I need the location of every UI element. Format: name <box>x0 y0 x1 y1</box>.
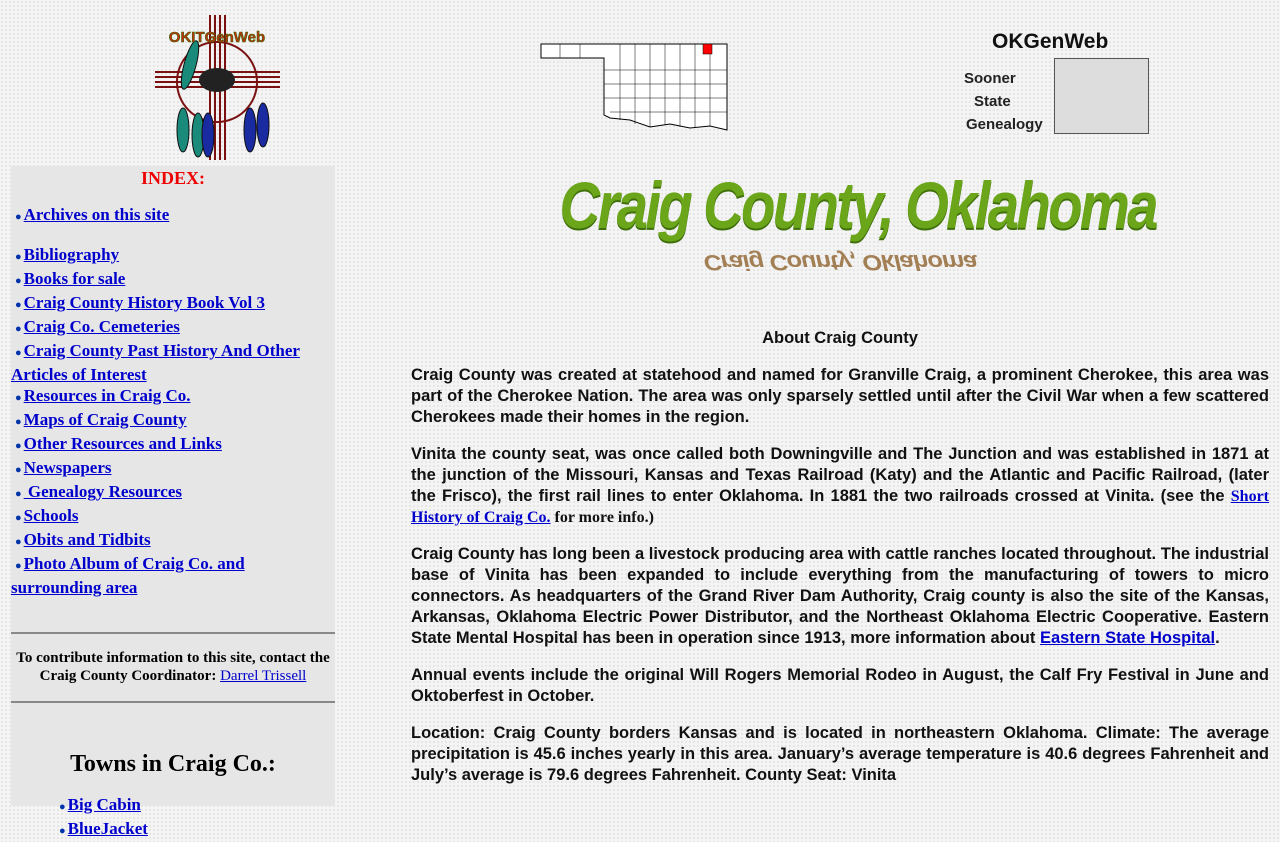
sidebar-index <box>11 166 335 838</box>
banner-reflection: Craig County, Oklahoma <box>703 250 977 275</box>
bullet-icon: ● <box>15 251 22 263</box>
coordinator-link[interactable]: Darrel Trissell <box>220 668 307 684</box>
sidebar-link[interactable]: Maps of Craig County <box>23 410 187 429</box>
sidebar-link[interactable]: Schools <box>23 506 79 525</box>
sidebar-link[interactable]: Craig County Past History And Other Articles of Interest <box>11 341 300 384</box>
sidebar-link[interactable]: Craig County History Book Vol 3 <box>23 293 265 312</box>
divider <box>11 701 335 703</box>
logo-line: Genealogy <box>966 116 1043 133</box>
paragraph: Vinita the county seat, was once called both Downingville and The Junction and was established in 1871 at the junction of the Missouri, Kansas and Texas Railroad (Katy) and the Atlantic and Pacific Railroad, (later the Frisco), the first rail lines to enter Oklahoma. In 1881 the two railroads crossed at Vinita. (see the Short History of Craig Co. for more info.) <box>411 445 1269 526</box>
okgenweb-title: OKGenWeb <box>992 30 1109 53</box>
banner-title: Craig County, Oklahoma <box>559 168 1156 242</box>
main-content <box>411 328 1269 802</box>
section-heading: About Craig County <box>762 329 918 347</box>
paragraph: Craig County has long been a livestock producing area with cattle ranches located throughout. The industrial base of Vinita has been expanded to include everything from the manufacturing of towers to micro connectors. As headquarters of the Grand River Dam Authority, Craig county is also the site of the Kansas, Arkansas, Oklahoma Electric Power Distributor, and the Northeast Oklahoma Electric Cooperative. Eastern State Mental Hospital has been in operation since 1913, more information about Eastern State Hospital. <box>411 545 1269 647</box>
sidebar-link[interactable]: Obits and Tidbits <box>23 530 151 549</box>
towns-list <box>55 794 335 842</box>
sidebar-link-archives[interactable]: Archives on this site <box>23 205 170 224</box>
sidebar-link[interactable]: Resources in Craig Co. <box>23 386 191 405</box>
sidebar-link[interactable]: Other Resources and Links <box>23 434 222 453</box>
county-title-banner <box>510 168 1170 280</box>
logo-line: Sooner <box>964 70 1016 87</box>
bullet-icon: ● <box>15 536 22 548</box>
town-link[interactable]: BlueJacket <box>67 819 148 838</box>
okgenweb-logo[interactable] <box>962 30 1152 135</box>
bullet-icon: ● <box>15 299 22 311</box>
towns-heading: Towns in Craig Co.: <box>70 751 276 777</box>
paragraph: Craig County was created at statehood and named for Granville Craig, a prominent Cherokee, this area was part of the Cherokee Nation. The area was only sparsely settled until after the Civil War when a few scattered Cherokees made their homes in the region. <box>411 366 1269 426</box>
sidebar-link[interactable]: Newspapers <box>23 458 112 477</box>
sidebar-link[interactable]: Bibliography <box>23 245 120 264</box>
eastern-state-hospital-link[interactable]: Eastern State Hospital <box>1039 629 1216 647</box>
paragraph: Location: Craig County borders Kansas and is located in northeastern Oklahoma. Climate: The average precipitation is 45.6 inches yearly in this area. January’s average temperature is 40.6 degrees Fahrenheit and July’s average is 79.6 degrees Fahrenheit. County Seat: Vinita <box>411 724 1269 784</box>
short-history-link[interactable]: Short History of Craig Co. <box>411 488 1269 526</box>
bullet-icon: ● <box>15 512 22 524</box>
bullet-icon: ● <box>15 488 22 500</box>
bullet-icon: ● <box>59 801 66 813</box>
bullet-icon: ● <box>15 275 22 287</box>
bullet-icon: ● <box>59 825 66 837</box>
wagon-image <box>1054 58 1149 134</box>
sidebar-link[interactable]: Books for sale <box>23 269 126 288</box>
oklahoma-county-map[interactable] <box>540 40 730 132</box>
town-link[interactable]: Big Cabin <box>67 795 141 814</box>
sidebar-link[interactable]: Genealogy Resources <box>23 482 182 501</box>
bullet-icon: ● <box>15 560 22 572</box>
divider <box>11 632 335 634</box>
sidebar-link[interactable]: Craig Co. Cemeteries <box>23 317 180 336</box>
bullet-icon: ● <box>15 323 22 335</box>
bullet-icon: ● <box>15 211 22 223</box>
svg-text:OKITGenWeb: OKITGenWeb <box>168 29 266 46</box>
index-heading: INDEX: <box>140 168 205 188</box>
logo-line: State <box>974 93 1011 110</box>
bullet-icon: ● <box>15 416 22 428</box>
okitgenweb-logo <box>150 10 285 162</box>
bullet-icon: ● <box>15 464 22 476</box>
contact-text: To contribute information to this site, contact the Craig County Coordinator: Darrel Trissell <box>16 650 330 684</box>
index-list <box>11 244 335 598</box>
bullet-icon: ● <box>15 392 22 404</box>
bullet-icon: ● <box>15 347 22 359</box>
bullet-icon: ● <box>15 440 22 452</box>
sidebar-link[interactable]: Photo Album of Craig Co. and surrounding area <box>11 554 245 597</box>
paragraph: Annual events include the original Will Rogers Memorial Rodeo in August, the Calf Fry Festival in June and Oktoberfest in October. <box>411 666 1269 705</box>
